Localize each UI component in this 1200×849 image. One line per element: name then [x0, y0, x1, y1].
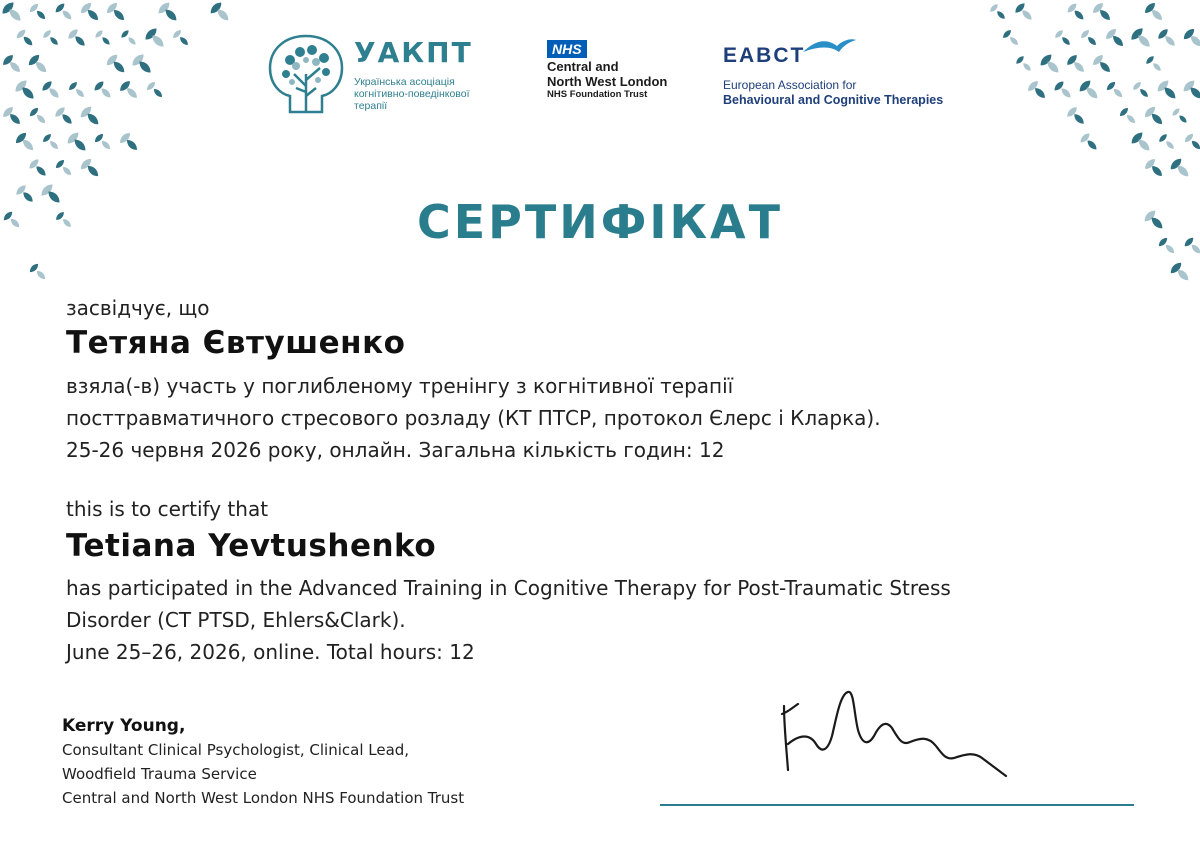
leaf-shape: [47, 86, 60, 99]
leaf-shape: [127, 36, 137, 46]
english-section: [66, 497, 1146, 521]
leaf-shape: [34, 164, 47, 177]
leaf-shape: [1022, 62, 1033, 73]
english-body-line: June 25–26, 2026, online. Total hours: 12: [66, 640, 475, 664]
decorative-leaf-pattern-right: [960, 0, 1200, 320]
leaf-shape: [61, 9, 74, 22]
nhs-trust-line: NHS Foundation Trust: [547, 89, 648, 100]
certificate-title: СЕРТИФІКАТ: [416, 195, 784, 249]
brain-tree-icon: [266, 30, 346, 116]
leaf-shape: [1008, 35, 1019, 46]
signer-name: Kerry Young,: [62, 716, 186, 736]
leaf-shape: [48, 139, 59, 150]
nhs-badge: NHS: [547, 40, 587, 58]
ukrainian-lead: засвідчує, що: [66, 296, 210, 320]
decorative-leaf-pattern-left: [0, 0, 240, 320]
leaf-shape: [178, 35, 189, 46]
english-name-wrap: [66, 528, 1146, 564]
leaf-shape: [1152, 62, 1163, 73]
leaf-shape: [74, 87, 85, 98]
nhs-org-line: Central and: [547, 59, 619, 74]
signer-title-line: Consultant Clinical Psychologist, Clinical Lead,: [62, 741, 410, 759]
english-body: [66, 572, 1146, 668]
recipient-name-ukrainian: Тетяна Євтушенко: [66, 325, 406, 361]
uakpt-subtitle-line: терапії: [354, 100, 388, 112]
leaf-shape: [1072, 112, 1086, 126]
leaf-shape: [1190, 139, 1200, 151]
leaf-shape: [1112, 87, 1124, 99]
signer-block: [62, 716, 464, 810]
eabct-line-1: European Association for: [723, 78, 857, 92]
signer-title-line: Central and North West London NHS Foundation Trust: [62, 789, 465, 807]
leaf-shape: [35, 269, 47, 281]
leaf-shape: [1086, 139, 1099, 152]
uakpt-subtitle-line: когнітивно-поведінкової: [354, 88, 470, 100]
leaf-shape: [73, 34, 86, 47]
ukrainian-name-wrap: [66, 325, 1146, 361]
leaf-shape: [1163, 34, 1177, 48]
leaf-shape: [1060, 87, 1073, 100]
ukrainian-body-line: 25-26 червня 2026 року, онлайн. Загальна кількість годин: 12: [66, 438, 725, 462]
nhs-logo: [547, 40, 697, 110]
bird-icon: [801, 36, 857, 58]
eabct-name: EABCT: [723, 44, 806, 67]
leaf-shape: [1125, 113, 1137, 125]
leaf-shape: [1178, 114, 1188, 124]
recipient-name-english: Tetiana Yevtushenko: [66, 528, 437, 564]
english-body-line: has participated in the Advanced Training in Cognitive Therapy for Post-Traumatic Stress: [66, 576, 951, 600]
english-lead: this is to certify that: [66, 497, 269, 521]
leaf-shape: [1020, 8, 1033, 21]
uakpt-subtitle: [354, 76, 514, 112]
signer-title-line: Woodfield Trauma Service: [62, 765, 257, 783]
leaf-shape: [996, 10, 1007, 21]
nhs-org-line: North West London: [547, 74, 668, 89]
ukrainian-section: [66, 296, 1146, 320]
uakpt-name: УАКПТ: [354, 36, 473, 69]
eabct-logo: [723, 36, 973, 116]
leaf-shape: [1164, 139, 1175, 150]
leaf-shape: [49, 36, 60, 47]
leaf-shape: [100, 139, 112, 151]
ukrainian-body-line: взяла(-в) участь у поглибленому тренінгу з когнітивної терапії: [66, 374, 734, 398]
handwritten-signature: [770, 684, 1030, 794]
uakpt-logo: [266, 30, 506, 120]
leaf-shape: [101, 36, 111, 46]
leaf-shape: [35, 9, 47, 21]
leaf-shape: [1061, 36, 1072, 47]
leaf-shape: [60, 112, 73, 125]
ukrainian-body: [66, 370, 1146, 466]
leaf-shape: [61, 165, 73, 177]
english-body-line: Disorder (CT PTSD, Ehlers&Clark).: [66, 608, 406, 632]
eabct-line-2: Behavioural and Cognitive Therapies: [723, 93, 944, 107]
uakpt-subtitle-line: Українська асоціація: [354, 76, 455, 88]
leaf-shape: [1073, 9, 1086, 22]
leaf-shape: [35, 113, 47, 125]
signature-line: [660, 804, 1134, 806]
leaf-shape: [22, 35, 34, 47]
leaf-shape: [1138, 87, 1149, 98]
leaf-shape: [1086, 35, 1097, 46]
leaf-shape: [152, 87, 164, 99]
leaf-shape: [100, 87, 113, 100]
ukrainian-body-line: посттравматичного стресового розладу (КТ ПТСР, протокол Єлерс і Кларка).: [66, 406, 881, 430]
